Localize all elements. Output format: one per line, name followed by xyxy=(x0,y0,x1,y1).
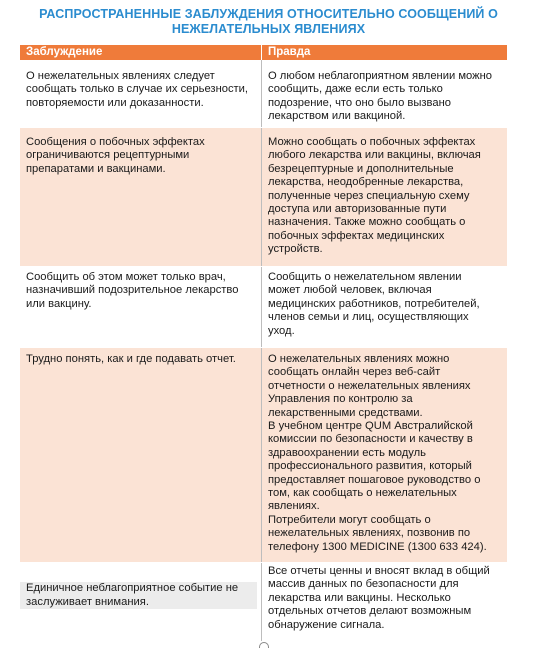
myth-cell: Трудно понять, как и где подавать отчет. xyxy=(26,353,236,365)
page-marker-icon xyxy=(259,642,269,648)
table-header xyxy=(20,45,507,60)
myths-table xyxy=(20,45,507,642)
truth-cell: Можно сообщать о побочных эффектах любого лекарства или вакцины, включая безрецептурные и дополнительные лекарства, неодобренные лекарства, полученные через специальную схему доступа или авторизованные пути назначения. Также можно сообщать о побочных эффектах медицинских устройств. xyxy=(261,128,507,266)
myth-cell: Сообщить об этом может только врач, назначивший подозрительное лекарство или вакцину. xyxy=(26,271,239,310)
table-row xyxy=(20,128,507,267)
myth-cell: О нежелательных явлениях следует сообщать только в случае их серьезности, повторяемости или доказанности. xyxy=(26,70,249,109)
truth-cell: Все отчеты ценны и вносят вклад в общий массив данных по безопасности для лекарства или вакцины. Несколько отдельных отчетов делают возможным обнаружение сигнала. xyxy=(261,563,507,641)
table-row xyxy=(20,60,507,128)
myth-cell: Сообщения о побочных эффектах ограничиваются рецептурными препаратами и вакцинами. xyxy=(26,136,205,175)
myth-cell xyxy=(20,563,261,641)
myth-text: Единичное неблагоприятное событие не заслуживает внимания. xyxy=(20,582,257,609)
header-truth: Правда xyxy=(261,45,507,60)
table-row xyxy=(20,563,507,642)
table-row xyxy=(20,348,507,563)
header-myth: Заблуждение xyxy=(26,46,103,58)
truth-cell: Сообщить о нежелательном явлении может любой человек, включая медицинских работников, потребителей, членов семьи и лиц, осуществляющих уход. xyxy=(261,267,507,347)
truth-cell: О любом неблагоприятном явлении можно сообщить, даже если есть только подозрение, что оно было вызвано лекарством или вакциной. xyxy=(261,60,507,127)
document-title: РАСПРОСТРАНЕННЫЕ ЗАБЛУЖДЕНИЯ ОТНОСИТЕЛЬНО СООБЩЕНИЙ О НЕЖЕЛАТЕЛЬНЫХ ЯВЛЕНИЯХ xyxy=(39,7,498,36)
truth-cell: О нежелательных явлениях можно сообщать онлайн через веб-сайт отчетности о нежелательных явлениях Управления по контролю за лекарственными средствами. В учебном центре QUM Австралийской комиссии по безопасности и качеству в здравоохранении есть модуль профессионального развития, который предоставляет пошаговое руководство о том, как сообщать о нежелательных явлениях. Потребители могут сообщать о нежелательных явлениях, позвонив по телефону 1300 MEDICINE (1300 633 424). xyxy=(261,348,507,562)
table-row xyxy=(20,267,507,348)
